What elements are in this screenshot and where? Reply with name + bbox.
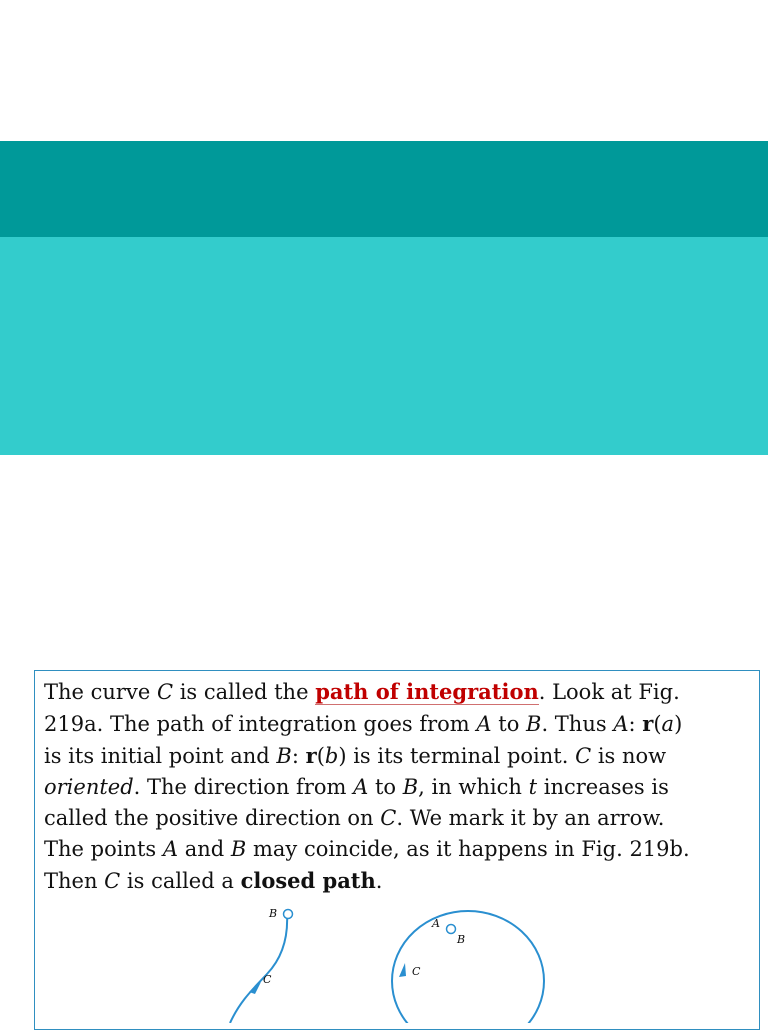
text: ): [674, 712, 683, 736]
open-path-curve: [230, 914, 287, 1023]
text: The curve: [44, 680, 157, 704]
figure-219b: [392, 911, 544, 1023]
text: to: [368, 775, 403, 799]
label-A: A: [432, 917, 440, 930]
text: . We mark it by an arrow.: [396, 806, 665, 830]
vector-r: r: [305, 743, 317, 768]
arrow-icon: [399, 963, 406, 977]
arrow-icon: [249, 982, 261, 994]
term-oriented: oriented: [44, 775, 134, 799]
var-B: B: [526, 712, 542, 736]
var-B: B: [276, 744, 292, 768]
figure-219: [35, 671, 759, 1023]
point-A-B: [447, 925, 456, 934]
term-closed-path: closed path: [240, 868, 376, 893]
var-C: C: [156, 680, 174, 704]
text: is now: [591, 744, 667, 768]
text: . The direction from: [133, 775, 354, 799]
var-a: a: [661, 712, 675, 736]
text: . Look at Fig.: [538, 680, 680, 704]
figure-219a: [230, 907, 293, 1023]
text: Then: [44, 869, 105, 893]
text: may coincide, as it happens in Fig. 219b.: [246, 837, 690, 861]
text: to: [491, 712, 527, 736]
text: (: [316, 744, 325, 768]
text: is its initial point and: [44, 744, 277, 768]
text: .: [375, 869, 383, 893]
label-C: C: [263, 973, 272, 986]
text: :: [291, 744, 306, 768]
text: and: [178, 837, 231, 861]
label-B: B: [269, 907, 278, 920]
label-C: C: [412, 965, 421, 978]
var-A: A: [162, 837, 179, 861]
text: is called the: [173, 680, 316, 704]
var-B: B: [230, 837, 247, 861]
var-A: A: [613, 712, 629, 736]
var-C: C: [380, 806, 397, 830]
text: increases is: [537, 775, 669, 799]
header-band-dark: [0, 141, 768, 237]
text: called the positive direction on: [44, 806, 381, 830]
header-band-light: [0, 237, 768, 455]
text: The points: [44, 837, 163, 861]
var-A: A: [476, 712, 492, 736]
text: ) is its terminal point.: [338, 744, 576, 768]
label-B: B: [457, 933, 466, 946]
text: :: [628, 712, 643, 736]
var-C: C: [575, 744, 592, 768]
vector-r: r: [642, 711, 654, 736]
text: 219a. The path of integration goes from: [44, 712, 477, 736]
term-path-of-integration[interactable]: path of integration: [315, 679, 539, 704]
content-textbox: [34, 670, 760, 1030]
text: . Thus: [541, 712, 614, 736]
text: is called a: [120, 869, 241, 893]
text: , in which: [418, 775, 529, 799]
var-t: t: [528, 775, 538, 799]
terminal-point-B: [284, 910, 293, 919]
var-C: C: [104, 869, 121, 893]
var-A: A: [353, 775, 369, 799]
var-B: B: [402, 775, 419, 799]
text: (: [653, 712, 662, 736]
var-b: b: [324, 744, 339, 768]
